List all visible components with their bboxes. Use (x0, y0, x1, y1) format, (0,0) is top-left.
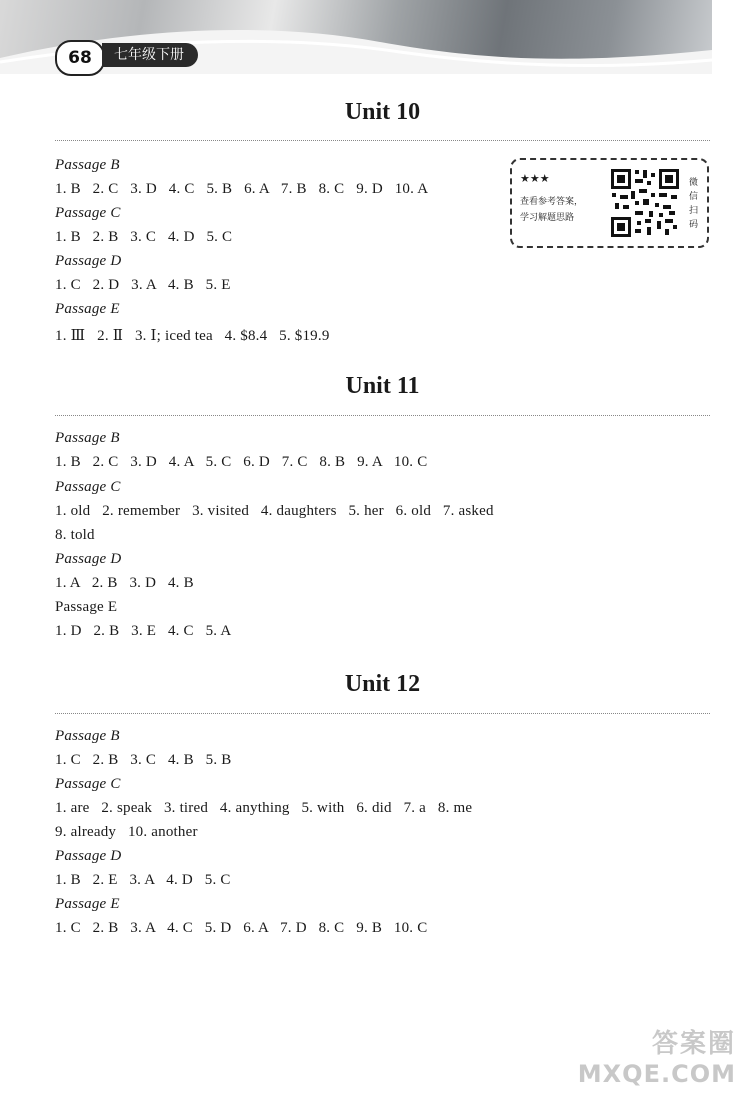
passage-label: Passage B (55, 728, 120, 744)
passage-label: Passage B (55, 430, 120, 446)
page-number: 68 (55, 40, 105, 76)
section-divider (55, 415, 710, 416)
qr-caption-line1: 查看参考答案， (520, 197, 584, 207)
watermark (578, 1023, 736, 1088)
answer-line: 1. C 2. B 3. C 4. B 5. B (55, 752, 232, 768)
answer-line: 1. B 2. E 3. A 4. D 5. C (55, 872, 231, 888)
unit-title: Unit 12 (344, 671, 421, 697)
qr-panel[interactable] (510, 158, 709, 248)
passage-label: Passage D (55, 253, 122, 269)
passage-label: Passage E (55, 301, 120, 317)
answer-line: 1. old 2. remember 3. visited 4. daughters 5. her 6. old 7. asked (55, 503, 494, 519)
answer-line: 1. B 2. B 3. C 4. D 5. C (55, 229, 233, 245)
section-divider (55, 713, 710, 714)
passage-label: Passage B (55, 157, 120, 173)
answer-line: 9. already 10. another (55, 824, 198, 840)
answer-line: 1. A 2. B 3. D 4. B (55, 575, 194, 591)
book-label: 七年级下册 (102, 43, 198, 67)
answer-line: 1. are 2. speak 3. tired 4. anything 5. with 6. did 7. a 8. me (55, 800, 473, 816)
qr-side-text: 微信扫码 (689, 178, 699, 230)
passage-label: Passage C (55, 479, 121, 495)
passage-label: Passage D (55, 551, 122, 567)
passage-label: Passage E (55, 896, 120, 912)
answer-line: 8. told (55, 527, 95, 543)
answer-line: 1. Ⅲ 2. Ⅱ 3. Ⅰ; iced tea 4. $8.4 5. $19.9 (55, 328, 330, 344)
passage-label: Passage C (55, 776, 121, 792)
unit-title: Unit 10 (344, 99, 421, 125)
answer-line: 1. D 2. B 3. E 4. C 5. A (55, 623, 232, 639)
qr-stars: ★★★ (520, 172, 550, 185)
watermark-logo-text: 答案圈 (651, 1029, 736, 1059)
answer-line: 1. B 2. C 3. D 4. C 5. B 6. A 7. B 8. C 9. D 10. A (55, 181, 429, 197)
unit-title: Unit 11 (345, 373, 420, 399)
answer-line: 1. C 2. D 3. A 4. B 5. E (55, 277, 231, 293)
answer-line: 1. C 2. B 3. A 4. C 5. D 6. A 7. D 8. C 9. B 10. C (55, 920, 428, 936)
passage-label: Passage D (55, 848, 122, 864)
section-divider (55, 140, 710, 141)
qr-caption-line2: 学习解题思路 (520, 213, 575, 223)
watermark-url: MXQE.COM (577, 1060, 736, 1088)
answer-line: 1. B 2. C 3. D 4. A 5. C 6. D 7. C 8. B 9. A 10. C (55, 454, 428, 470)
passage-label: Passage C (55, 205, 121, 221)
passage-label: Passage E (55, 599, 118, 615)
qr-code-icon[interactable] (609, 167, 681, 239)
